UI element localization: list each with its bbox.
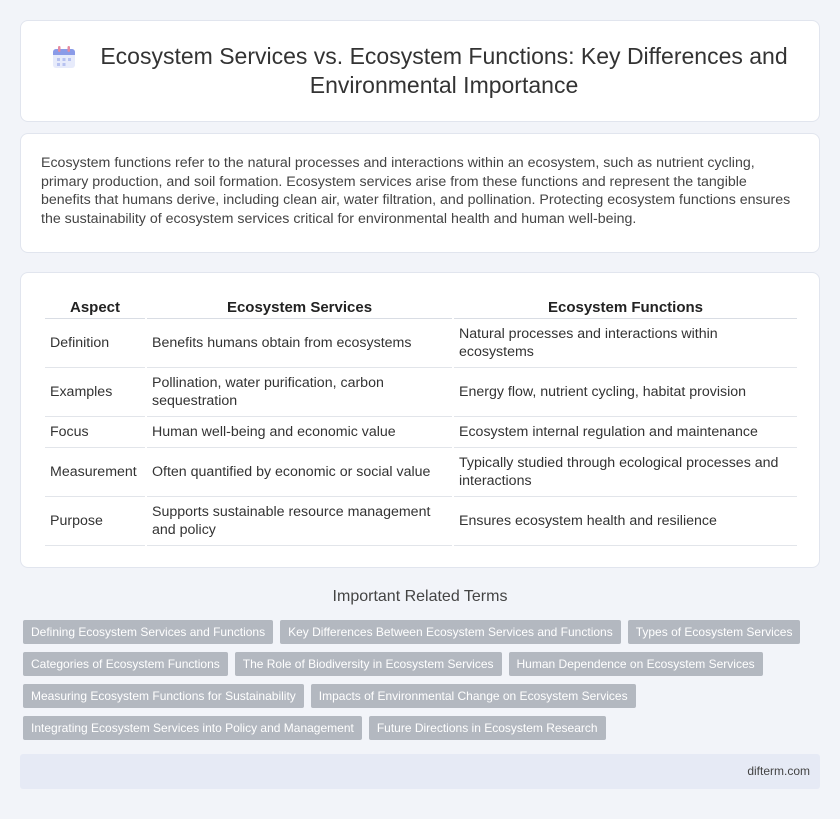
related-term-tag[interactable]: Impacts of Environmental Change on Ecosystem Services bbox=[311, 684, 636, 708]
tag-row bbox=[23, 716, 823, 740]
cell-services: Often quantified by economic or social value bbox=[147, 448, 452, 497]
related-term-tag[interactable]: Integrating Ecosystem Services into Policy and Management bbox=[23, 716, 362, 740]
comparison-card bbox=[20, 272, 820, 568]
table-row bbox=[45, 319, 797, 368]
table-row bbox=[45, 417, 797, 448]
comparison-table bbox=[43, 295, 799, 546]
page-title: Ecosystem Services vs. Ecosystem Functions: Key Differences and Environmental Importance bbox=[100, 43, 788, 98]
cell-aspect: Purpose bbox=[45, 497, 145, 546]
related-terms-list bbox=[23, 620, 823, 748]
cell-functions: Typically studied through ecological processes and interactions bbox=[454, 448, 797, 497]
header-card bbox=[20, 20, 820, 122]
cell-services: Human well-being and economic value bbox=[147, 417, 452, 448]
related-term-tag[interactable]: Defining Ecosystem Services and Functions bbox=[23, 620, 273, 644]
cell-functions: Natural processes and interactions within ecosystems bbox=[454, 319, 797, 368]
footer bbox=[20, 754, 820, 789]
calendar-icon bbox=[51, 44, 77, 70]
intro-text: Ecosystem functions refer to the natural processes and interactions within an ecosystem, such as nutrient cycling, primary production, and soil formation. Ecosystem services arise from these functions and represent the tangible benefits that humans derive, including clean air, water filtration, and pollination. Protecting ecosystem functions ensures the sustainability of ecosystem services critical for environmental health and human well-being. bbox=[41, 155, 791, 227]
cell-services: Supports sustainable resource management and policy bbox=[147, 497, 452, 546]
cell-functions: Ensures ecosystem health and resilience bbox=[454, 497, 797, 546]
header-inner bbox=[51, 42, 789, 100]
intro-card bbox=[20, 133, 820, 253]
cell-functions: Energy flow, nutrient cycling, habitat provision bbox=[454, 368, 797, 417]
related-term-tag[interactable]: Types of Ecosystem Services bbox=[628, 620, 801, 644]
header-aspect: Aspect bbox=[45, 295, 145, 319]
header-functions: Ecosystem Functions bbox=[454, 295, 797, 319]
table-row bbox=[45, 368, 797, 417]
tag-row bbox=[23, 684, 823, 708]
cell-aspect: Focus bbox=[45, 417, 145, 448]
related-term-tag[interactable]: Human Dependence on Ecosystem Services bbox=[509, 652, 763, 676]
tag-row bbox=[23, 652, 823, 676]
cell-services: Benefits humans obtain from ecosystems bbox=[147, 319, 452, 368]
cell-aspect: Measurement bbox=[45, 448, 145, 497]
related-term-tag[interactable]: Key Differences Between Ecosystem Services and Functions bbox=[280, 620, 621, 644]
cell-functions: Ecosystem internal regulation and maintenance bbox=[454, 417, 797, 448]
table-header-row bbox=[45, 295, 797, 319]
related-term-tag[interactable]: Categories of Ecosystem Functions bbox=[23, 652, 228, 676]
related-term-tag[interactable]: The Role of Biodiversity in Ecosystem Services bbox=[235, 652, 502, 676]
related-term-tag[interactable]: Measuring Ecosystem Functions for Sustainability bbox=[23, 684, 304, 708]
related-terms-title: Important Related Terms bbox=[332, 588, 508, 605]
table-row bbox=[45, 448, 797, 497]
cell-aspect: Examples bbox=[45, 368, 145, 417]
cell-services: Pollination, water purification, carbon sequestration bbox=[147, 368, 452, 417]
related-term-tag[interactable]: Future Directions in Ecosystem Research bbox=[369, 716, 606, 740]
tag-row bbox=[23, 620, 823, 644]
footer-site[interactable]: difterm.com bbox=[747, 764, 810, 778]
header-services: Ecosystem Services bbox=[147, 295, 452, 319]
cell-aspect: Definition bbox=[45, 319, 145, 368]
table-row bbox=[45, 497, 797, 546]
